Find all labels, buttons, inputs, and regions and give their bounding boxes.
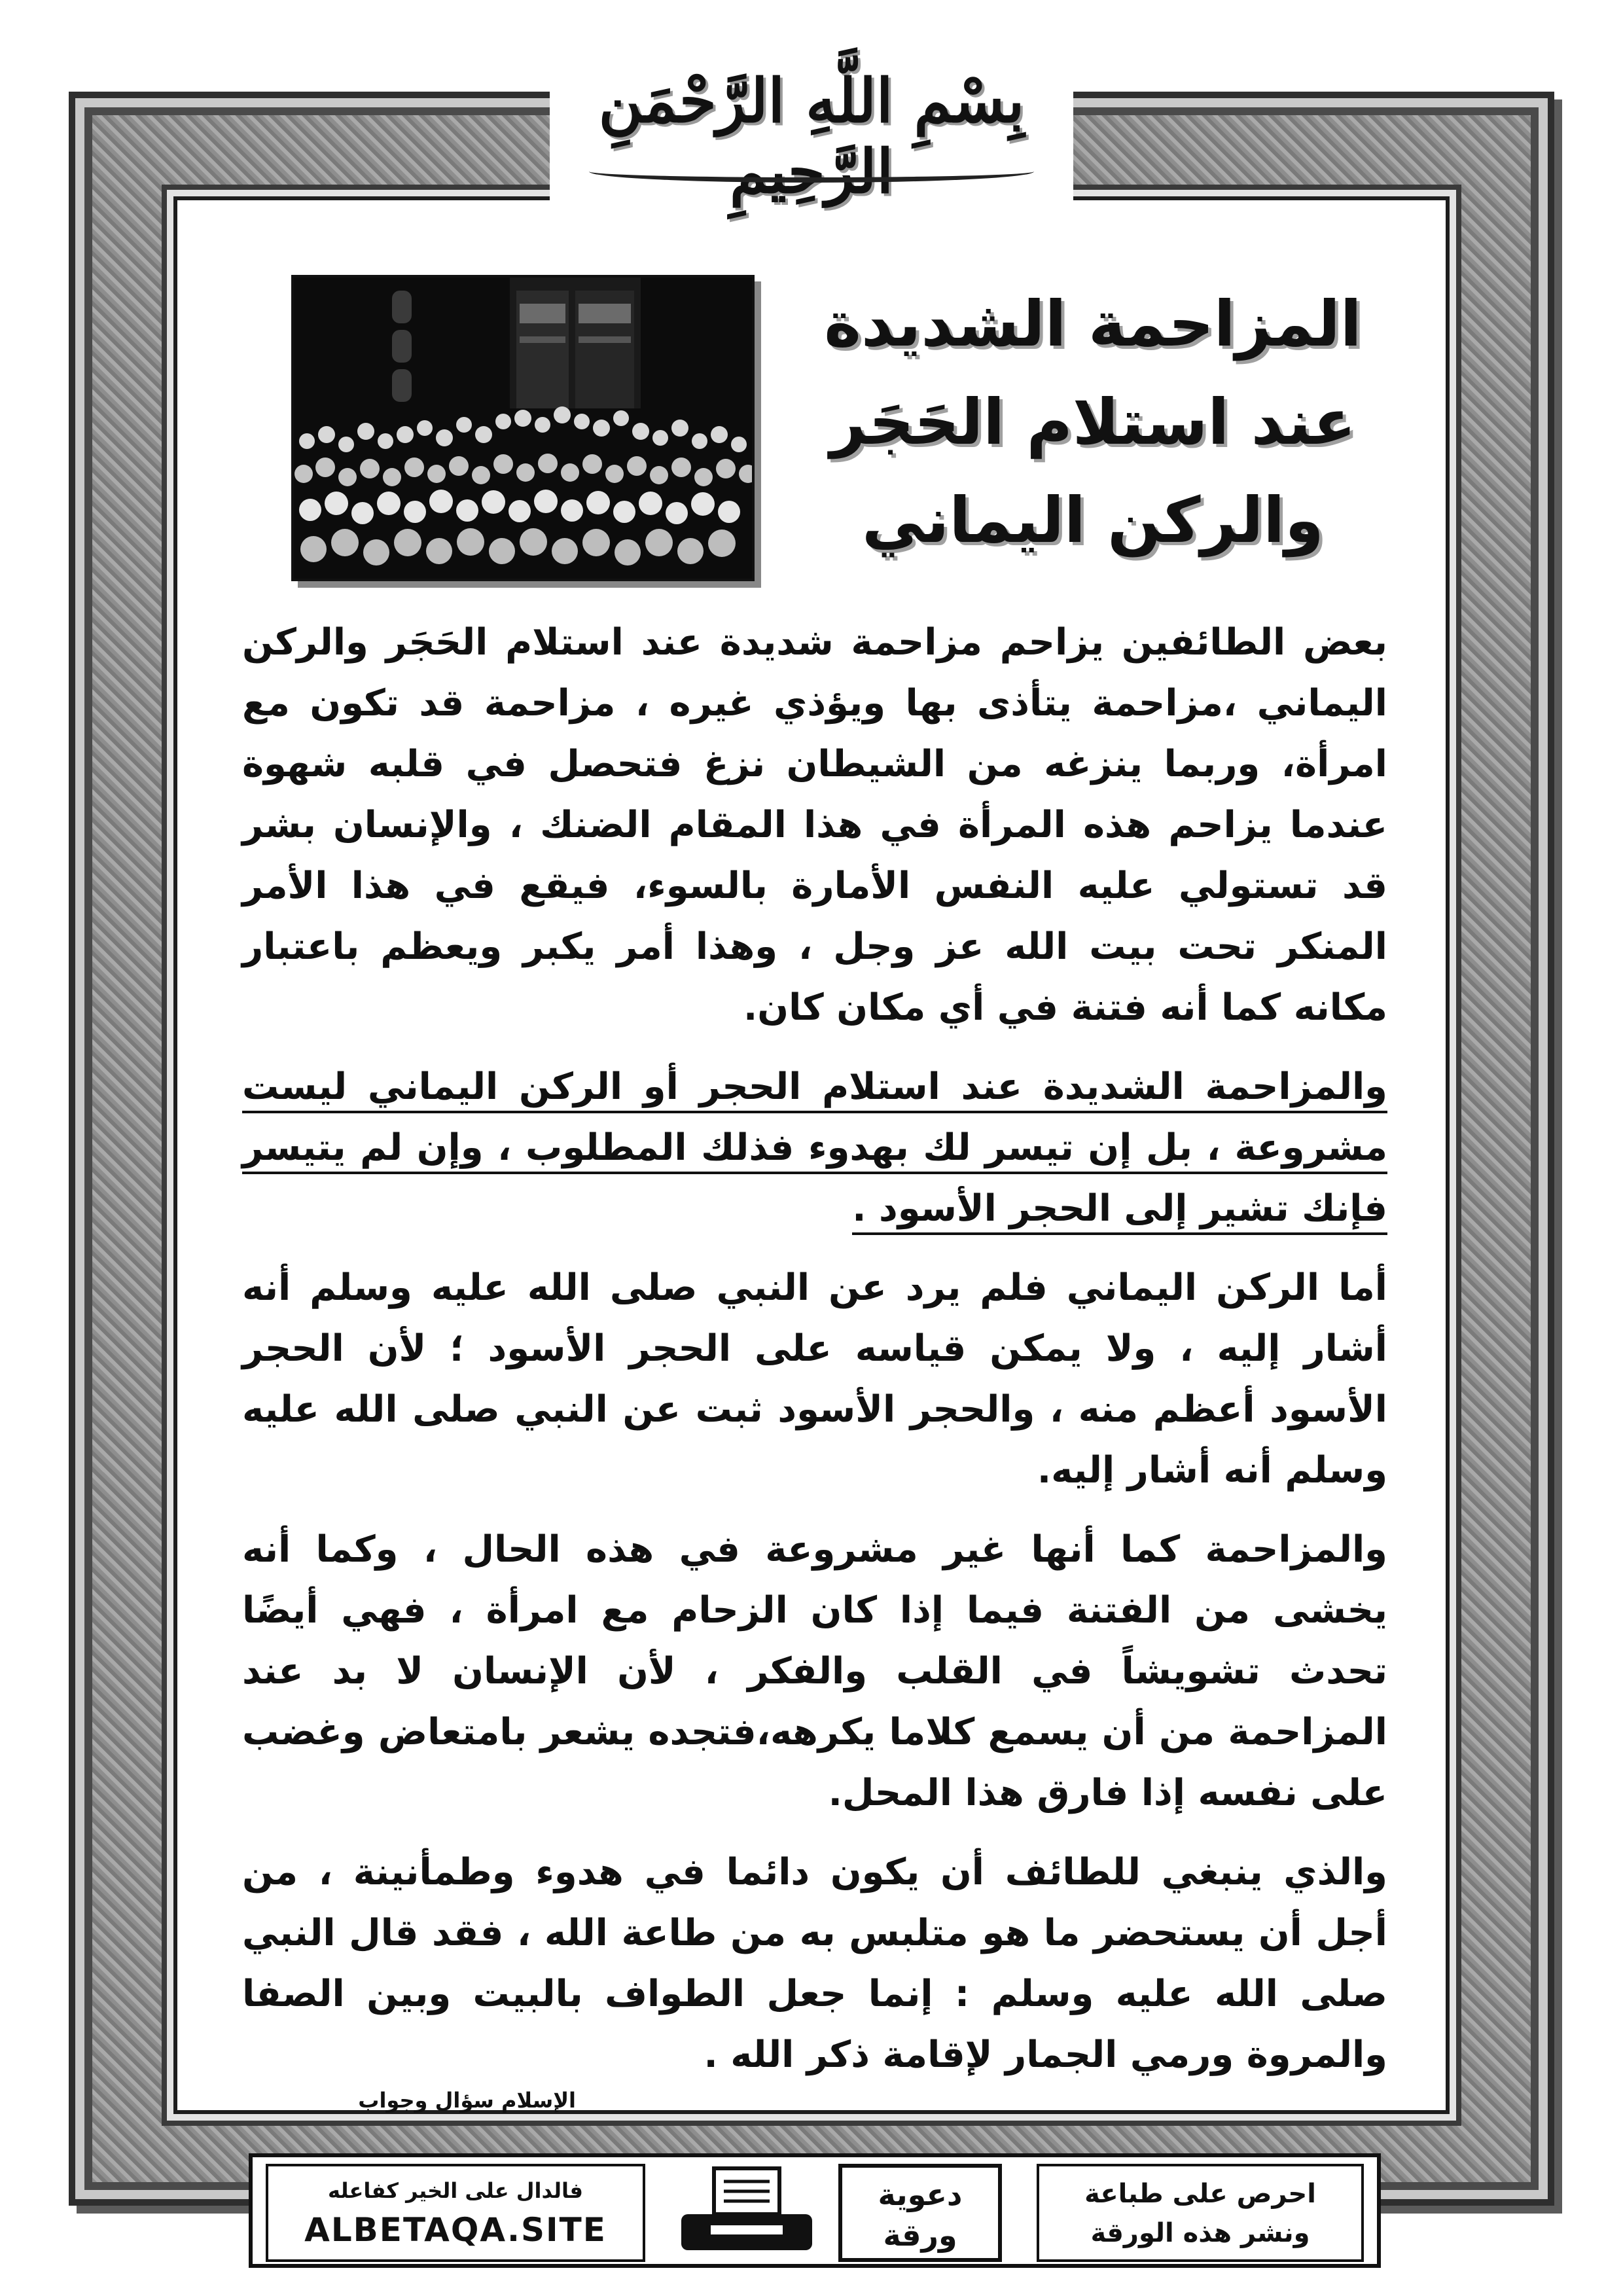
print-reminder-line-1: احرص على طباعة <box>1084 2179 1316 2209</box>
page-title <box>772 275 1414 569</box>
paragraph-5: والذي ينبغي للطائف أن يكون دائما في هدوء وطمأنينة ، من أجل أن يستحضر ما هو متلبس به من طاعة الله ، فقد قال النبي صلى الله عليه وسلم : إنما جعل الطواف بالبيت وبين الصفا والمروة ورمي الجمار لإقامة ذكر الله . <box>242 1851 1387 2076</box>
footer-site-box <box>266 2164 645 2262</box>
source-credit: الإسلام سؤال وجواب <box>358 2088 576 2113</box>
paragraph-4: والمزاحمة كما أنها غير مشروعة في هذه الحال ، وكما أنه يخشى من الفتنة فيما إذا كان الزحام مع امرأة ، فهي أيضًا تحدث تشويشاً في القلب والفكر ، لأن الإنسان لا بد عند المزاحمة من أن يسمع كلاما يكرهه،فتجده يشعر بامتعاض وغضب على نفسه إذا فارق هذا المحل. <box>242 1528 1387 1814</box>
title-line-2: عند استلام الحَجَر <box>830 386 1356 459</box>
kaaba-crowd-image <box>294 278 752 579</box>
title-line-3: والركن اليماني <box>862 484 1324 557</box>
article-body <box>242 612 1387 2104</box>
footer-proverb: فالدال على الخير كفاعله <box>328 2178 583 2203</box>
print-reminder <box>1037 2164 1364 2262</box>
paragraph-3: أما الركن اليماني فلم يرد عن النبي صلى الله عليه وسلم أنه أشار إليه ، ولا يمكن قياسه على الحجر الأسود ؛ لأن الحجر الأسود أعظم منه ، والحجر الأسود ثبت عن النبي صلى الله عليه وسلم أنه أشار إليه. <box>242 1266 1387 1492</box>
print-reminder-line-2: ونشر هذه الورقة <box>1090 2218 1310 2248</box>
footer-bar <box>249 2153 1381 2268</box>
logo-line-1: دعوية <box>878 2177 963 2212</box>
basmala-header <box>550 46 1073 209</box>
site-logo <box>838 2164 1002 2262</box>
basmala-text: بِسْمِ اللَّهِ الرَّحْمَنِ الرَّحِيمِ <box>598 65 1025 207</box>
kaaba-crowd-photo <box>291 275 755 581</box>
paragraph-2 <box>242 1056 1387 1239</box>
site-url[interactable]: ALBETAQA.SITE <box>304 2211 607 2249</box>
paragraph-1: بعض الطائفين يزاحم مزاحمة شديدة عند استلام الحَجَر والركن اليماني ،مزاحمة يتأذى بها ويؤذي غيره ، مزاحمة قد تكون مع امرأة، وربما ينزغه من الشيطان نزغ فتحصل في قلبه شهوة عندما يزاحم هذه المرأة في هذا المقام الضنك ، والإنسان بشر قد تستولي عليه النفس الأمارة بالسوء، فيقع في هذا الأمر المنكر تحت بيت الله عز وجل ، وهذا أمر يكبر ويعظم باعتبار مكانه كما أنه فتنة في أي مكان كان. <box>242 621 1387 1029</box>
title-line-1: المزاحمة الشديدة <box>824 287 1362 361</box>
printer-icon <box>671 2165 822 2263</box>
basmala-flourish <box>589 160 1034 183</box>
logo-line-2: ورقة <box>883 2217 957 2253</box>
paragraph-2-text: والمزاحمة الشديدة عند استلام الحجر أو الركن اليماني ليست مشروعة ، بل إن تيسر لك بهدوء فذلك المطلوب ، وإن لم يتيسر فإنك تشير إلى الحجر الأسود . <box>242 1066 1387 1235</box>
